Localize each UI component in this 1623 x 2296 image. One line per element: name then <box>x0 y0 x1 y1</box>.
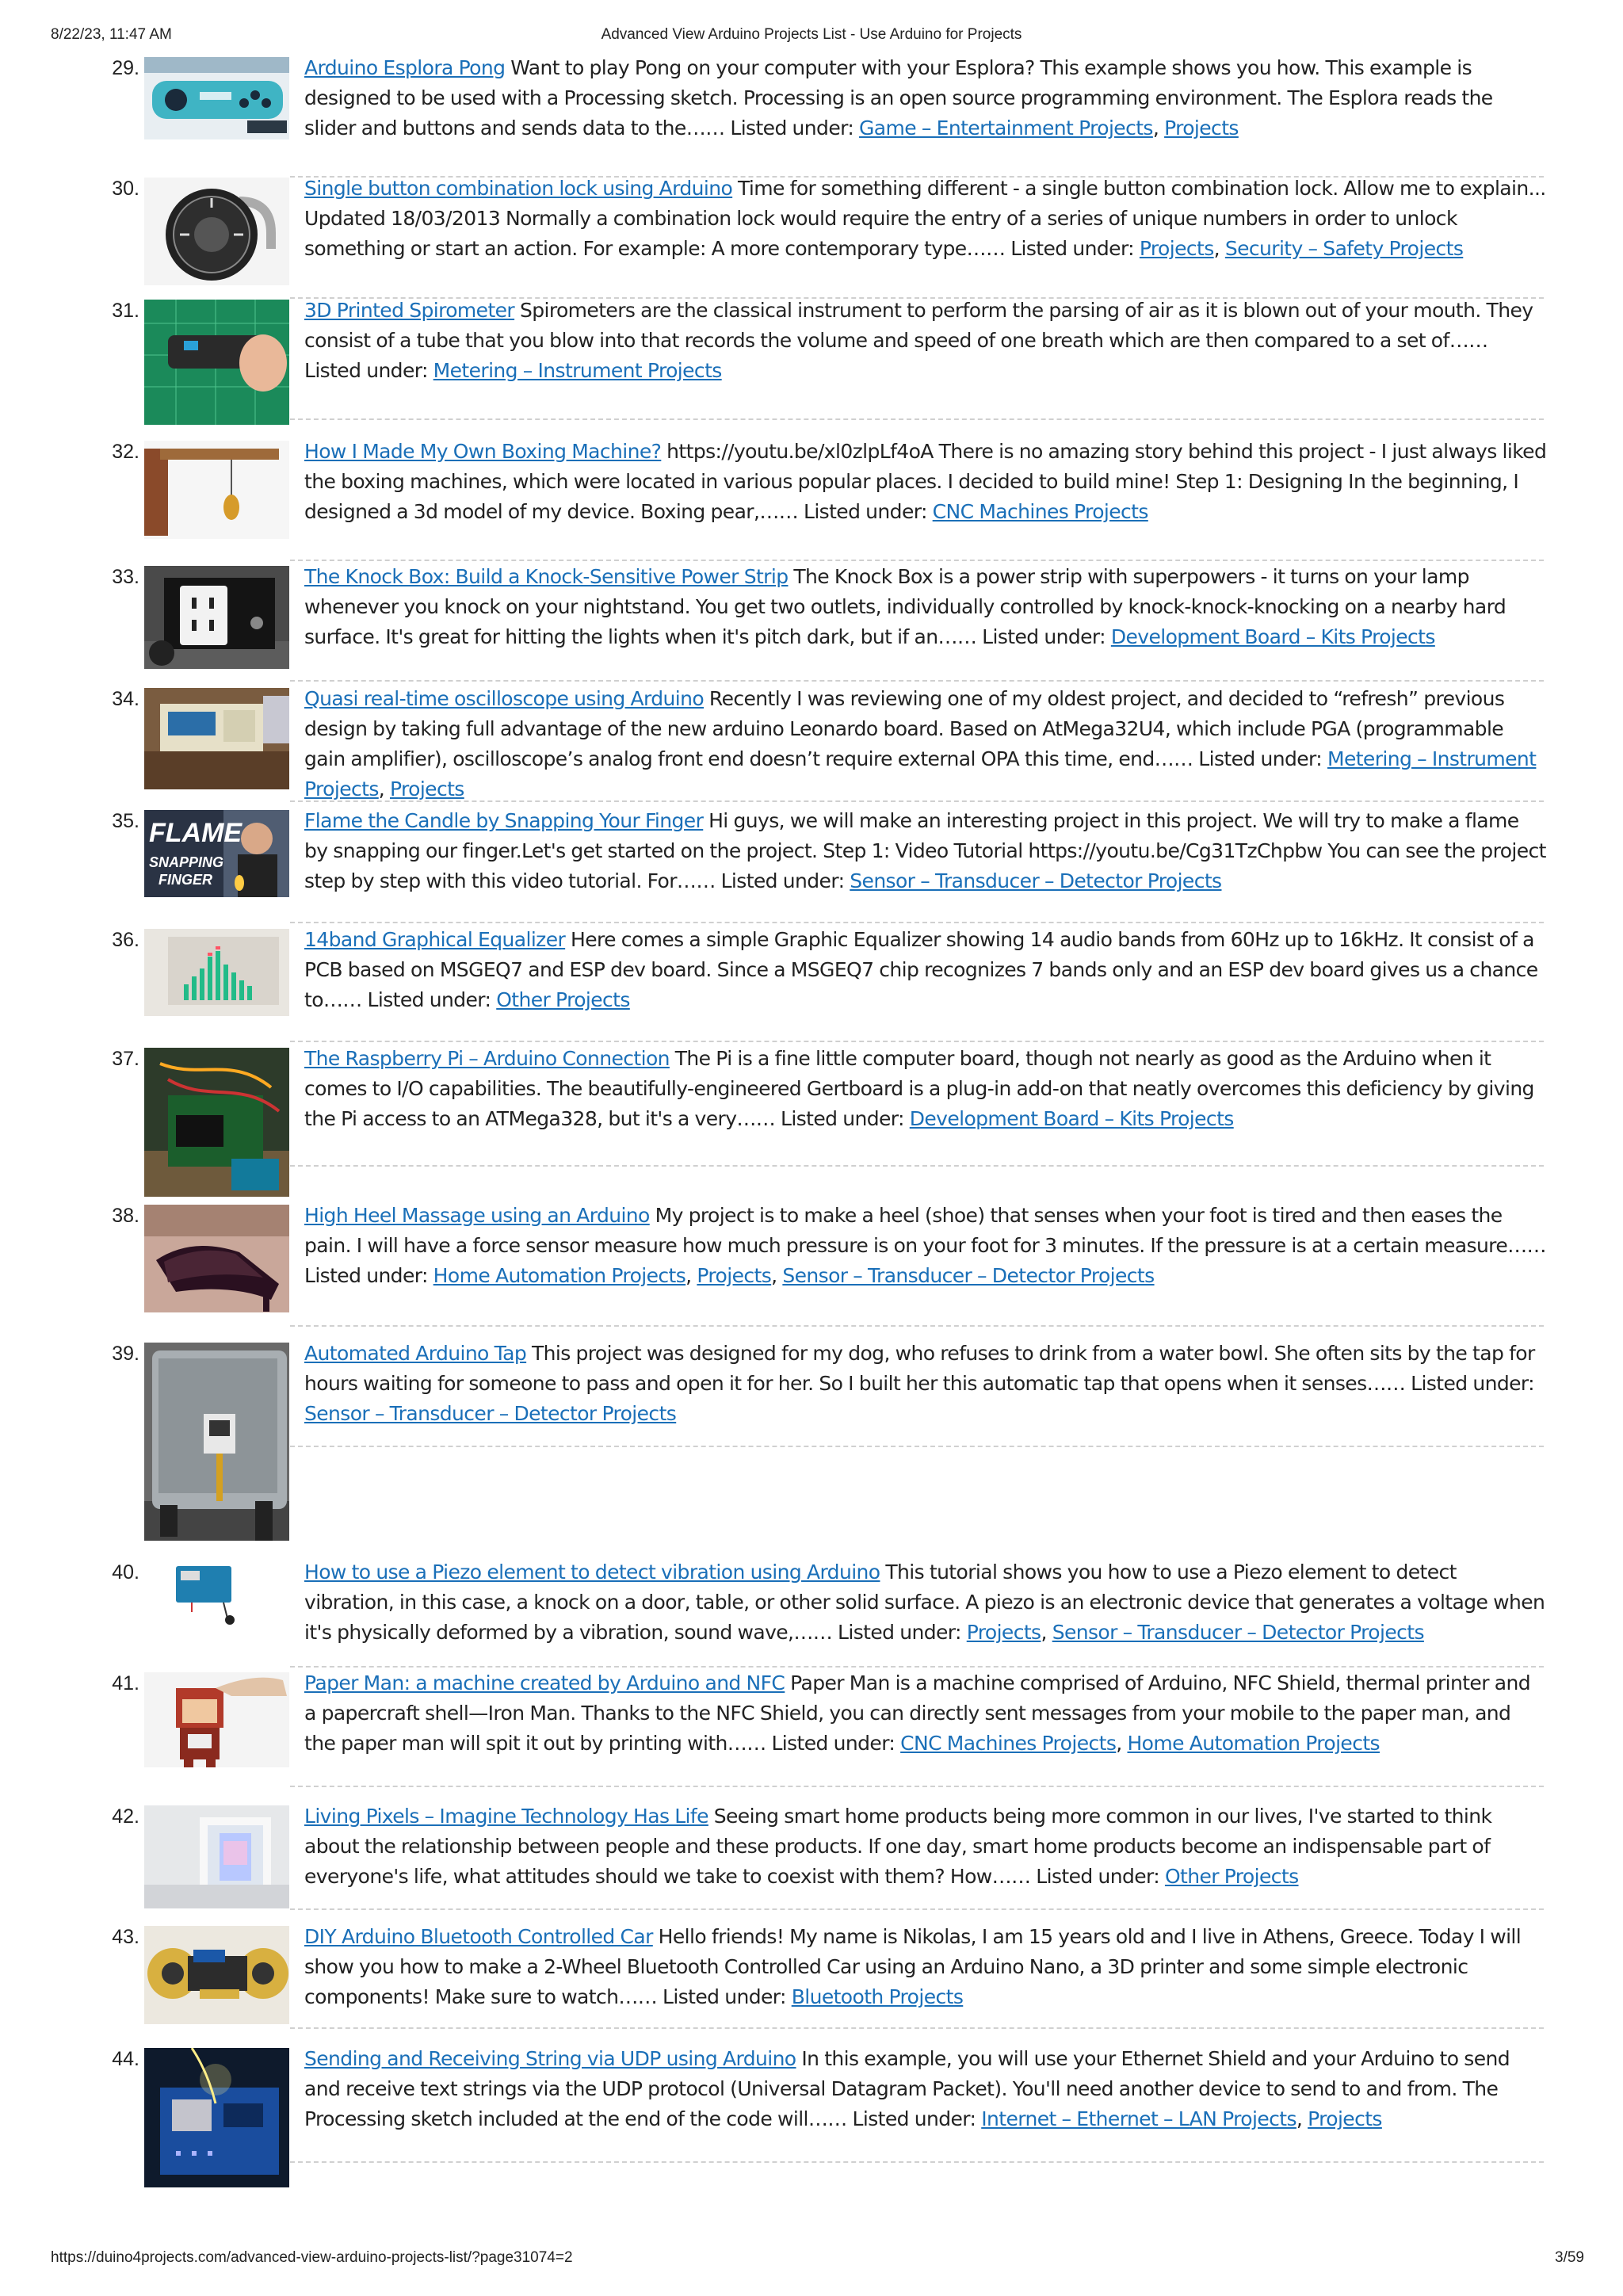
item-divider <box>290 2027 1544 2029</box>
item-divider <box>290 680 1544 682</box>
category-link[interactable]: Projects <box>966 1621 1041 1644</box>
project-title-link[interactable]: 14band Graphical Equalizer <box>304 928 566 951</box>
project-summary: https://youtu.be/xl0zlpLf4oA There is no amazing story behind this project - I just always liked the boxing machines, which were located in various popular places. I decided to build mine! Step 1: Designing In the beginning, I designed a 3d model of my device. Boxing pear,…… <box>304 440 1547 523</box>
category-link[interactable]: Sensor – Transducer – Detector Projects <box>1052 1621 1424 1644</box>
print-header <box>0 26 1623 50</box>
ethernet-shield-photo[interactable] <box>144 2048 289 2187</box>
category-link[interactable]: Projects <box>1164 117 1239 139</box>
project-summary: This project was designed for my dog, who refuses to drink from a water bowl. She often sits by the tap for hours waiting for someone to pass and open it for her. So I built her this automatic tap that opens when it senses…… <box>304 1342 1535 1395</box>
project-summary: Time for something different - a single button combination lock. Allow me to explain... Updated 18/03/2013 Normally a combination lock would require the entry of a series of unique numbers in order to unlock something or start an action. For example: A more contemporary type…… <box>304 177 1546 260</box>
item-description: Sending and Receiving String via UDP using Arduino In this example, you will use your Ethernet Shield and your Arduino to send and receive text strings via the UDP protocol (Universal Datagram Packet). You'll need another device to send to and from. The Processing sketch included at the end of the code will…… Listed under: Internet – Ethernet – LAN Projects, Projects <box>304 2047 1510 2130</box>
listed-under-label: Listed under: <box>1198 747 1323 770</box>
led-equalizer-photo[interactable] <box>144 929 289 1016</box>
item-number: 32. <box>112 441 139 463</box>
project-title-link[interactable]: DIY Arduino Bluetooth Controlled Car <box>304 1925 653 1948</box>
project-summary: Here comes a simple Graphic Equalizer showing 14 audio bands from 60Hz up to 16kHz. It consist of a PCB based on MSGEQ7 and ESP dev board. Since a MSGEQ7 chip recognizes 7 bands only and an ESP dev board gives us a chance to…… <box>304 928 1538 1011</box>
svg-text:FLAME: FLAME <box>149 818 242 848</box>
item-number: 39. <box>112 1343 139 1365</box>
item-description <box>304 562 1547 652</box>
category-link[interactable]: Home Automation Projects <box>433 1264 686 1287</box>
project-title-link[interactable]: The Knock Box: Build a Knock-Sensitive Power Strip <box>304 565 789 588</box>
print-page-number: 3/59 <box>1555 2249 1584 2266</box>
item-divider <box>290 560 1544 561</box>
listed-under-label: Listed under: <box>1036 1865 1160 1888</box>
raspberry-arduino-photo[interactable] <box>144 1048 289 1197</box>
item-number: 34. <box>112 688 139 710</box>
item-divider <box>290 1666 1544 1668</box>
boxing-machine-render[interactable] <box>144 441 289 539</box>
category-link[interactable]: CNC Machines Projects <box>900 1732 1117 1755</box>
oscilloscope-board-photo[interactable] <box>144 688 289 789</box>
listed-under-label: Listed under: <box>720 869 845 892</box>
category-link[interactable]: Internet – Ethernet – LAN Projects <box>981 2107 1296 2130</box>
print-date: 8/22/23, 11:47 AM <box>51 26 172 43</box>
bluetooth-car-photo[interactable] <box>144 1926 289 2024</box>
project-summary: This tutorial shows you how to use a Piezo element to detect vibration, in this case, a knock on a door, table, or other solid surface. A piezo is an electronic device that generates a voltage when it's physically deformed by a vibration, sound wave,…… <box>304 1561 1545 1644</box>
item-divider <box>290 1165 1544 1167</box>
category-link[interactable]: Sensor – Transducer – Detector Projects <box>304 1402 677 1425</box>
item-description <box>304 296 1547 386</box>
item-divider <box>290 1908 1544 1910</box>
item-number: 42. <box>112 1805 139 1828</box>
project-title-link[interactable]: Sending and Receiving String via UDP using Arduino <box>304 2047 796 2070</box>
item-number: 35. <box>112 810 139 832</box>
category-link[interactable]: Security – Safety Projects <box>1224 237 1464 260</box>
category-link[interactable]: Projects <box>1139 237 1214 260</box>
project-title-link[interactable]: 3D Printed Spirometer <box>304 299 515 322</box>
project-summary: Want to play Pong on your computer with your Esplora? This example shows you how. This example is designed to be used with a Processing sketch. Processing is an open source programming environment. The Esplora reads the slider and buttons and sends data to the…… <box>304 56 1493 139</box>
listed-under-label: Listed under: <box>803 500 927 523</box>
item-number: 38. <box>112 1205 139 1227</box>
item-number: 31. <box>112 300 139 322</box>
project-title-link[interactable]: Arduino Esplora Pong <box>304 56 506 79</box>
category-link[interactable]: Projects <box>1308 2107 1382 2130</box>
listed-under-label: Listed under: <box>852 2107 976 2130</box>
item-description: Arduino Esplora Pong Want to play Pong on your computer with your Esplora? This example shows you how. This example is designed to be used with a Processing sketch. Processing is an open source programming environment. The Esplora reads the slider and buttons and sends data to the…… Listed under: Game – Entertainment Projects, Projects <box>304 56 1493 139</box>
listed-under-label: Listed under: <box>838 1621 961 1644</box>
item-description: Quasi real-time oscilloscope using Arduino Recently I was reviewing one of my oldest project, and decided to “refresh” previous design by taking full advantage of the new arduino Leonardo board. Based on AtMega32U4, which include PGA (programmable gain amplifier), oscilloscope’s analog front end doesn’t require external OPA this time, end…… Listed under: Metering – Instrument Projects, Projects <box>304 687 1537 800</box>
item-divider <box>290 922 1544 923</box>
category-link[interactable]: Other Projects <box>496 988 630 1011</box>
piezo-arduino-diagram[interactable] <box>144 1561 289 1626</box>
project-summary: My project is to make a heel (shoe) that senses when your foot is tired and then eases the pain. I will have a force sensor measure how much pressure is on your foot for 3 minutes. If the pressure is at a certain measure…… <box>304 1204 1546 1257</box>
category-link[interactable]: Home Automation Projects <box>1127 1732 1380 1755</box>
project-title-link[interactable]: Flame the Candle by Snapping Your Finger <box>304 809 704 832</box>
project-summary: Paper Man is a machine comprised of Arduino, NFC Shield, thermal printer and a papercraft shell—Iron Man. Thanks to the NFC Shield, you can directly sent messages from your mobile to the paper man, and the paper man will spit it out by printing with…… <box>304 1671 1530 1755</box>
category-link[interactable]: Game – Entertainment Projects <box>859 117 1153 139</box>
paper-man-photo[interactable] <box>144 1672 289 1767</box>
project-summary: The Knock Box is a power strip with superpowers - it turns on your lamp whenever you knock on your nightstand. You get two outlets, individually controlled by knock-knock-knocking on a nearby hard surface. It's great for hitting the lights when it's pitch dark, but if an…… <box>304 565 1507 648</box>
project-summary: Spirometers are the classical instrument to perform the parsing of air as it is blown out of your mouth. They consist of a tube that you blow into that records the volume and speed of one breath which are then compared to a set of…… <box>304 299 1533 352</box>
category-link[interactable]: Development Board – Kits Projects <box>1110 625 1435 648</box>
living-pixels-photo[interactable] <box>144 1805 289 1908</box>
item-description: High Heel Massage using an Arduino My project is to make a heel (shoe) that senses when your foot is tired and then eases the pain. I will have a force sensor measure how much pressure is on your foot for 3 minutes. If the pressure is at a certain measure…… Listed under: Home Automation Projects, Projects, Sensor – Transducer – Detector Projects <box>304 1204 1546 1287</box>
item-divider <box>290 1325 1544 1327</box>
svg-text:FINGER: FINGER <box>158 872 213 888</box>
item-description <box>304 925 1547 1015</box>
project-title-link[interactable]: Automated Arduino Tap <box>304 1342 527 1365</box>
knock-box-photo[interactable] <box>144 566 289 669</box>
combination-lock-photo[interactable] <box>144 178 289 285</box>
project-summary: Hi guys, we will make an interesting project in this project. We will try to make a flame by snapping our finger.Let's get started on the project. Step 1: Video Tutorial https://youtu.be/Cg31TzChpbw You can see the project step by step with this video tutorial. For…… <box>304 809 1546 892</box>
item-description: Paper Man: a machine created by Arduino and NFC Paper Man is a machine comprised of Arduino, NFC Shield, thermal printer and a papercraft shell—Iron Man. Thanks to the NFC Shield, you can directly sent messages from your mobile to the paper man, and the paper man will spit it out by printing with…… Listed under: CNC Machines Projects, Home Automation Projects <box>304 1671 1530 1755</box>
print-footer <box>0 2249 1623 2273</box>
item-description <box>304 1801 1547 1892</box>
item-number: 33. <box>112 566 139 588</box>
item-number: 43. <box>112 1926 139 1948</box>
project-summary: Recently I was reviewing one of my oldest project, and decided to “refresh” previous design by taking full advantage of the new arduino Leonardo board. Based on AtMega32U4, which include PGA (programmable gain amplifier), oscilloscope’s analog front end doesn’t require external OPA this time, end…… <box>304 687 1505 770</box>
project-title-link[interactable]: Living Pixels – Imagine Technology Has Life <box>304 1805 708 1828</box>
listed-under-label: Listed under: <box>781 1107 904 1130</box>
item-number: 37. <box>112 1048 139 1070</box>
item-description <box>304 1339 1547 1429</box>
item-number: 40. <box>112 1561 139 1584</box>
item-number: 41. <box>112 1672 139 1694</box>
category-link[interactable]: Sensor – Transducer – Detector Projects <box>782 1264 1155 1287</box>
item-number: 29. <box>112 57 139 79</box>
svg-text:SNAPPING: SNAPPING <box>149 854 224 870</box>
automated-tap-photo[interactable] <box>144 1343 289 1541</box>
project-summary: Hello friends! My name is Nikolas, I am 15 years old and I live in Athens, Greece. Today I will show you how to make a 2-Wheel Bluetooth Controlled Car using an Arduino Nano, a 3D printer and some simple electronic components! Make sure to watch…… <box>304 1925 1522 2008</box>
item-divider <box>290 418 1544 420</box>
flame-snapping-thumbnail[interactable] <box>144 810 289 897</box>
listed-under-label: Listed under: <box>304 359 428 382</box>
project-title-link[interactable]: Quasi real-time oscilloscope using Arduino <box>304 687 705 710</box>
category-link[interactable]: Metering – Instrument Projects <box>304 747 1537 800</box>
item-description: How to use a Piezo element to detect vibration using Arduino This tutorial shows you how to use a Piezo element to detect vibration, in this case, a knock on a door, table, or other solid surface. A piezo is an electronic device that generates a voltage when it's physically deformed by a vibration, sound wave,…… Listed under: Projects, Sensor – Transducer – Detector Projects <box>304 1561 1545 1644</box>
item-description <box>304 1044 1547 1134</box>
project-summary: The Pi is a fine little computer board, though not nearly as good as the Arduino when it comes to I/O capabilities. The beautifully-engineered Gertboard is a plug-in add-on that neatly overcomes this deficiency by giving the Pi access to an ATMega328, but it's a very…… <box>304 1047 1534 1130</box>
item-divider <box>290 1446 1544 1447</box>
item-divider <box>290 800 1544 802</box>
project-summary: Seeing smart home products being more common in our lives, I've started to think about the relationship between people and these products. If one day, smart home products become an indispensable part of everyone's life, what attitudes should we take to coexist with them? How…… <box>304 1805 1492 1888</box>
item-description: Single button combination lock using Arduino Time for something different - a single button combination lock. Allow me to explain... Updated 18/03/2013 Normally a combination lock would require the entry of a series of unique numbers in order to unlock something or start an action. For example: A more contemporary type…… Listed under: Projects, Security – Safety Projects <box>304 177 1546 260</box>
item-divider <box>290 2161 1544 2163</box>
listed-under-label: Listed under: <box>982 625 1106 648</box>
category-link[interactable]: Metering – Instrument Projects <box>433 359 722 382</box>
item-number: 36. <box>112 929 139 951</box>
item-description <box>304 437 1547 527</box>
category-link[interactable]: Development Board – Kits Projects <box>909 1107 1234 1130</box>
project-summary: In this example, you will use your Ethernet Shield and your Arduino to send and receive text strings via the UDP protocol (Universal Datagram Packet). You'll need another device to send to and from. The Processing sketch included at the end of the code will…… <box>304 2047 1510 2130</box>
category-link[interactable]: Projects <box>389 777 464 800</box>
category-link[interactable]: Projects <box>697 1264 772 1287</box>
listed-under-label: Listed under: <box>1010 237 1135 260</box>
listed-under-label: Listed under: <box>771 1732 896 1755</box>
item-divider <box>290 1786 1544 1787</box>
project-title-link[interactable]: How I Made My Own Boxing Machine? <box>304 440 662 463</box>
listed-under-label: Listed under: <box>730 117 854 139</box>
high-heel-photo[interactable] <box>144 1205 289 1312</box>
item-number: 44. <box>112 2048 139 2070</box>
print-page-title: Advanced View Arduino Projects List - Use Arduino for Projects <box>601 26 1022 43</box>
project-title-link[interactable]: How to use a Piezo element to detect vibration using Arduino <box>304 1561 880 1584</box>
listed-under-label: Listed under: <box>1411 1372 1534 1395</box>
project-title-link[interactable]: The Raspberry Pi – Arduino Connection <box>304 1047 670 1070</box>
listed-under-label: Listed under: <box>367 988 491 1011</box>
project-title-link[interactable]: Single button combination lock using Arduino <box>304 177 733 200</box>
spirometer-photo[interactable] <box>144 300 289 425</box>
print-url: https://duino4projects.com/advanced-view-arduino-projects-list/?page31074=2 <box>51 2249 573 2266</box>
listed-under-label: Listed under: <box>663 1985 786 2008</box>
category-link[interactable]: Other Projects <box>1164 1865 1299 1888</box>
category-link[interactable]: CNC Machines Projects <box>932 500 1148 523</box>
esplora-board-photo[interactable] <box>144 57 289 139</box>
item-description <box>304 1922 1547 2012</box>
listed-under-label: Listed under: <box>304 1264 428 1287</box>
item-description <box>304 806 1547 896</box>
item-number: 30. <box>112 178 139 200</box>
project-title-link[interactable]: Paper Man: a machine created by Arduino and NFC <box>304 1671 785 1694</box>
project-title-link[interactable]: High Heel Massage using an Arduino <box>304 1204 650 1227</box>
item-divider <box>290 1041 1544 1042</box>
category-link[interactable]: Sensor – Transducer – Detector Projects <box>850 869 1222 892</box>
category-link[interactable]: Bluetooth Projects <box>791 1985 964 2008</box>
